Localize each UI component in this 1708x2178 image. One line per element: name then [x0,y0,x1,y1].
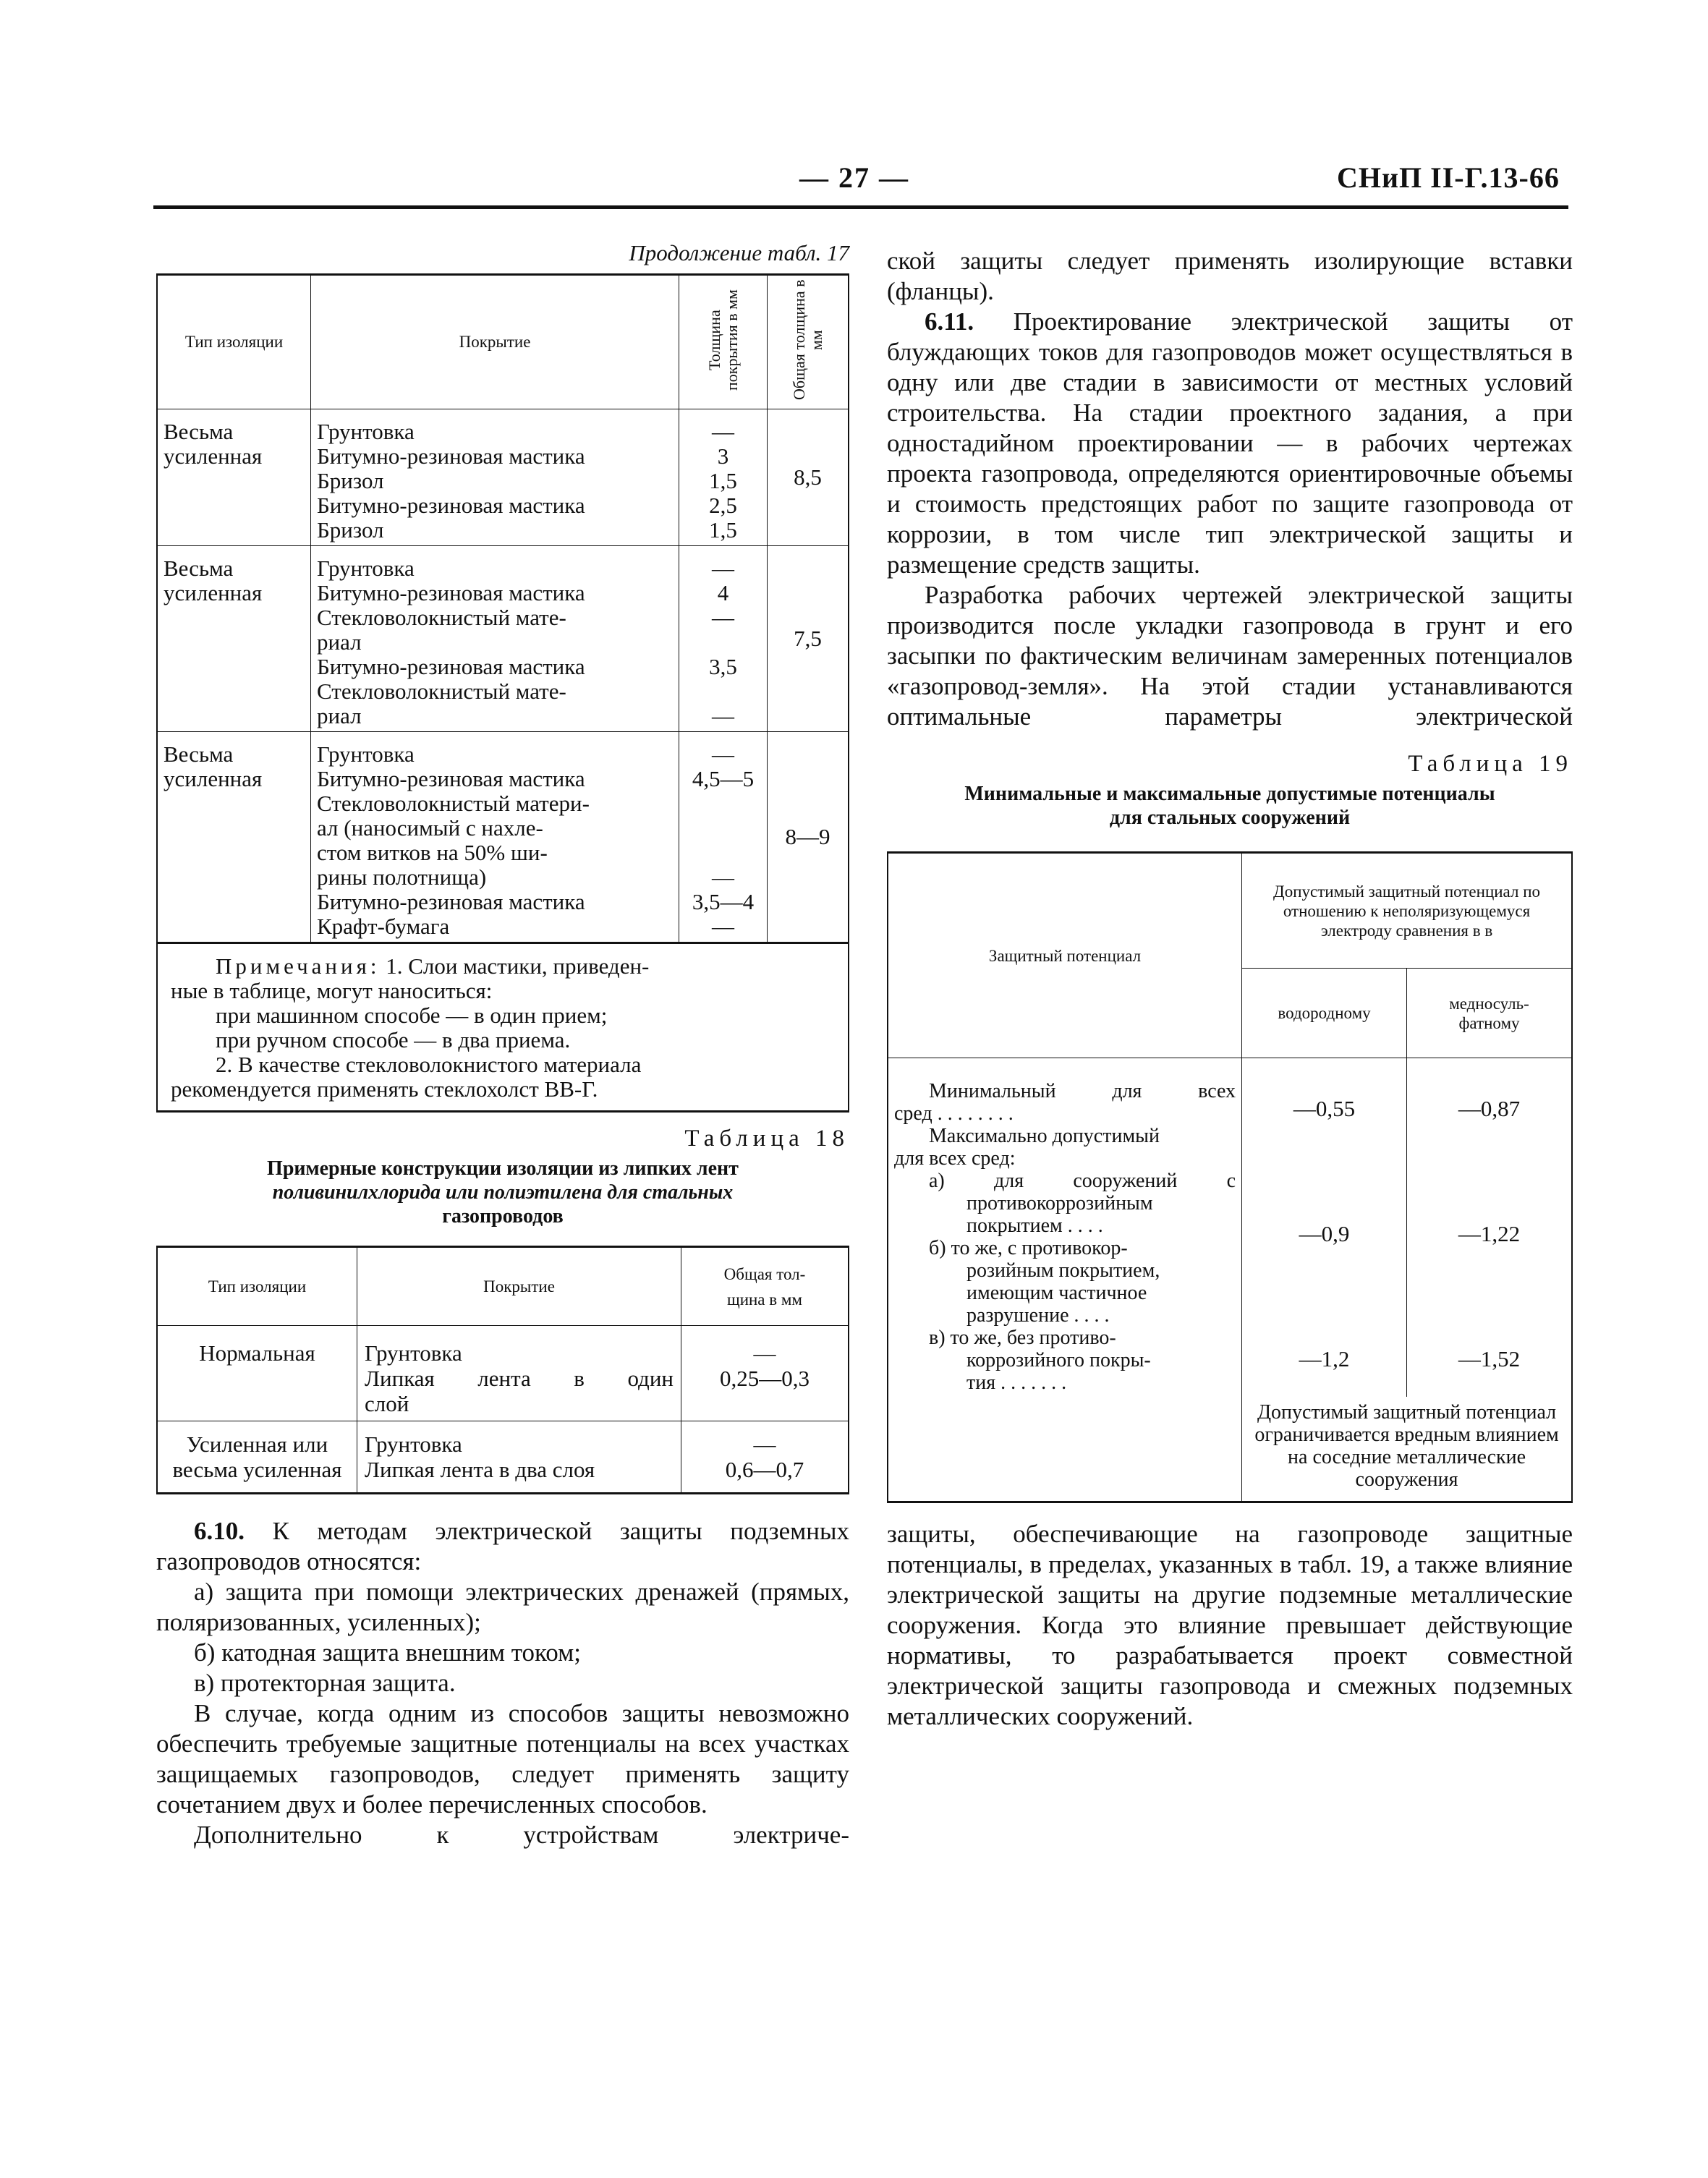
table19-header-group: Допустимый защитный потенциал по отношению к неполяризующемуся электроду сравнения в в [1242,853,1572,969]
table18-total-cell: — 0,25—0,3 [681,1326,849,1421]
right-body-text-top [887,246,1573,732]
table17-total-cell: 7,5 [768,546,849,732]
table17-header-thickness: Толщина покрытия в мм [679,275,768,409]
table19-header-copper: медносуль- фатному [1407,969,1572,1058]
table-row [157,409,849,546]
list-item-c: в) протекторная защита. [194,1669,456,1697]
paragraph-bottom: защиты, обеспечивающие на газопроводе защитные потенциалы, в пределах, указанных в табл. 19, а также влияние электрической защиты на другие подземные металлические сооружения. Когда это влияние превышает действующие нормативы, то разрабатывается проект совместной электрической защиты газопровода и смежных подземных металлических сооружений. [887,1520,1573,1730]
table18-total-cell: — 0,6—0,7 [681,1421,849,1494]
table18-type-cell: Усиленная или весьма усиленная [157,1421,357,1494]
table17-header-total: Общая толщина в мм [768,275,849,409]
document-code: СНиП II-Г.13-66 [1337,161,1560,194]
table18-coating-cell: Грунтовка Липкая лента в два слоя [357,1421,681,1494]
left-body-text [156,1516,849,1850]
paragraph-additional: Дополнительно к устройствам электриче- [194,1821,849,1849]
table17-total-cell: 8—9 [768,732,849,943]
paragraph-6-10: 6.10. К методам электрической защиты подземных газопроводов относятся: [156,1517,850,1575]
list-item-b: б) катодная защита внешним током; [194,1638,581,1667]
table-row [888,1058,1572,1398]
table17-coating-cell: Грунтовка Битумно-резиновая мастика Бризол Битумно-резиновая мастика Бризол [311,409,679,546]
table19-hydrogen-cell: —0,55 —0,9 —1,2 [1242,1058,1407,1398]
table18-header-row [157,1247,849,1326]
table19-label: Таблица 19 [1408,751,1573,777]
table-row [157,1326,849,1421]
table-17 [156,273,849,944]
table17-header-coating: Покрытие [311,275,679,409]
table17-coating-cell: Грунтовка Битумно-резиновая мастика Стекловолокнистый мате- риал Битумно-резиновая мастика Стекловолокнистый мате- риал [311,546,679,732]
table-18 [156,1246,849,1494]
table-row [157,546,849,732]
table-row [157,732,849,943]
table19-header-row [888,853,1572,969]
table17-type-cell: Весьма усиленная [157,409,311,546]
table19-label-cell: Минимальный для всех сред . . . . . . . . Максимально допустимый для всех сред: а) для сооружений с противокоррозийным покрытием . . . . б) то же, с противокор- розийным покрытием, имеющим частичное разрушение . . . . в) то же, без противо- коррозийного покры- тия . . . . . . . [888,1058,1242,1398]
paragraph-6-11: 6.11. Проектирование электрической защиты от блуждающих токов для газопроводов может осуществляться в одну или две стадии в зависимости от местных условий строительства. На стадии проектного задания, а при одностадийном проектировании — в рабочих чертежах проекта газопровода, определяются ориентировочные объемы и стоимость предстоящих работ по защите газопровода от коррозии, в том числе тип электрической защиты и размещение средств защиты. [887,307,1573,579]
table17-thickness-cell: — 4 — 3,5 — [679,546,768,732]
table17-header-type: Тип изоляции [157,275,311,409]
table18-title: Примерные конструкции изоляции из липких лент поливинилхлорида или полиэтилена для стальных газопроводов [267,1157,739,1228]
header-rule [153,205,1568,209]
table17-type-cell: Весьма усиленная [157,546,311,732]
paragraph-case: В случае, когда одним из способов защиты невозможно обеспечить требуемые защитные потенциалы на всех участках защищаемых газопроводов, следует применять защиту сочетанием двух и более перечисленных способов. [156,1699,849,1818]
table18-header-total: Общая тол- щина в мм [681,1247,849,1326]
table18-type-cell: Нормальная [157,1326,357,1421]
left-column [156,240,849,1850]
table-row [888,1397,1572,1502]
table18-coating-cell: Грунтовка Липкая лента в один слой [357,1326,681,1421]
table18-header-coating: Покрытие [357,1247,681,1326]
table18-label: Таблица 18 [684,1126,849,1152]
table19-copper-cell: —0,87 —1,22 —1,52 [1407,1058,1572,1398]
paragraph-continuation: ской защиты следует применять изолирующие вставки (фланцы). [887,247,1573,305]
table19-header-hydrogen: водородному [1242,969,1407,1058]
page-number: — 27 — [799,161,909,194]
table17-continuation-label: Продолжение табл. 17 [629,240,849,265]
table17-thickness-cell: — 4,5—5 — 3,5—4 — [679,732,768,943]
paragraph-development: Разработка рабочих чертежей электрической защиты производится после укладки газопровода в грунт и его засыпки по фактическим величинам замеренных потенциалов «газопровод-земля». На этой стадии устанавливаются оптимальные параметры электрической [887,581,1573,731]
table17-thickness-cell: — 3 1,5 2,5 1,5 [679,409,768,546]
table18-header-type: Тип изоляции [157,1247,357,1326]
table17-notes: Примечания: 1. Слои мастики, приведен- ные в таблице, могут наноситься: при машинном способе — в один прием; при ручном способе — в два приема. 2. В качестве стекловолокнистого материала рекомендуется применять стеклохолст ВВ-Г. [156,944,849,1113]
table19-note-cell: Допустимый защитный потенциал ограничивается вредным влиянием на соседние металлические сооружения [1242,1397,1572,1502]
table19-title: Минимальные и максимальные допустимые потенциалы для стальных сооружений [964,783,1495,829]
table19-header-potential: Защитный потенциал [888,853,1242,1058]
table17-type-cell: Весьма усиленная [157,732,311,943]
list-item-a: а) защита при помощи электрических дренажей (прямых, поляризованных, усиленных); [156,1578,849,1636]
table-19 [887,851,1573,1503]
table17-header-row [157,275,849,409]
table17-total-cell: 8,5 [768,409,849,546]
table17-coating-cell: Грунтовка Битумно-резиновая мастика Стекловолокнистый матери- ал (наносимый с нахле- стом витков на 50% ши- рины полотнища) Битумно-резиновая мастика Крафт-бумага [311,732,679,943]
right-body-text-bottom [887,1519,1573,1732]
right-column [887,246,1573,1732]
table-row [157,1421,849,1494]
